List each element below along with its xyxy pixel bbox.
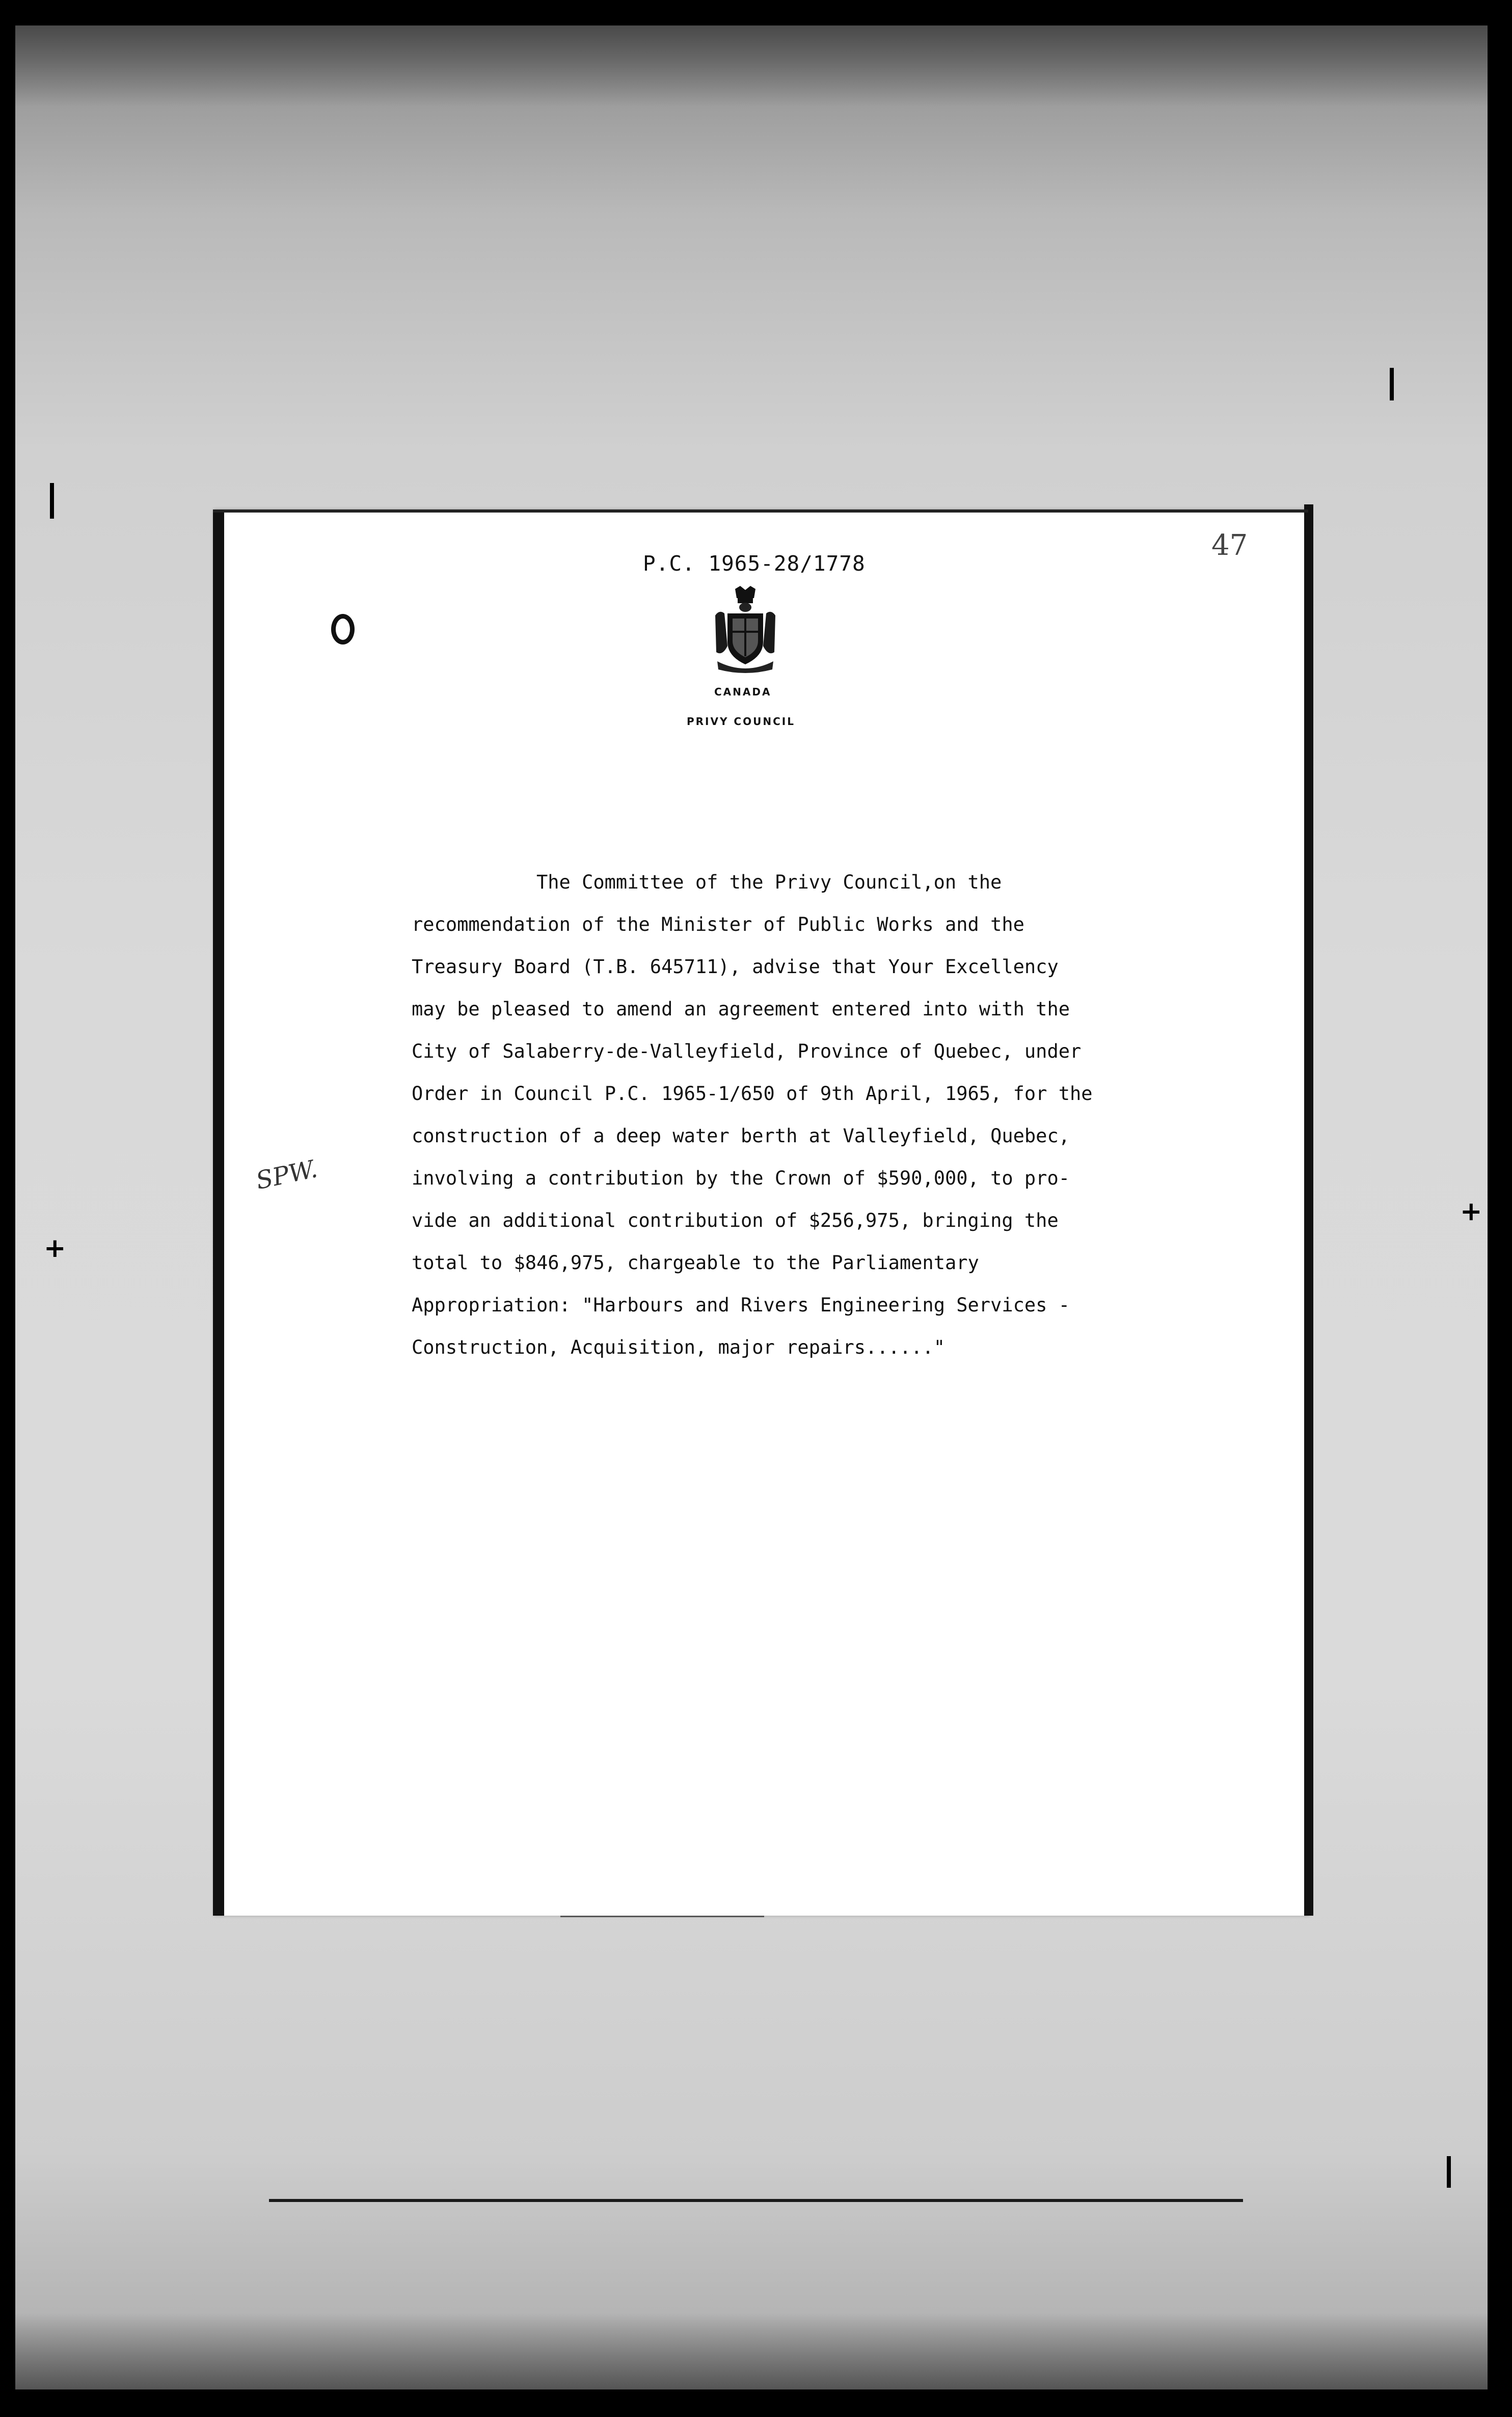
body-line: Treasury Board (T.B. 645711), advise that Your Excellency [412, 956, 1059, 978]
order-in-council-number: P.C. 1965-28/1778 [643, 551, 866, 576]
registration-mark-right [1390, 368, 1394, 400]
body-line: City of Salaberry-de-Valleyfield, Province of Quebec, under [412, 1040, 1082, 1062]
handwritten-margin-note: SPW. [253, 1154, 320, 1196]
body-line: may be pleased to amend an agreement entered into with the [412, 998, 1070, 1020]
registration-mark-left [50, 483, 54, 519]
office-label: PRIVY COUNCIL [687, 715, 795, 728]
film-top-shading [15, 25, 1488, 107]
corner-tick-bottom-right [1447, 2156, 1451, 2188]
film-bottom-shading [15, 2313, 1488, 2389]
crosshair-mark-left: + [44, 1233, 66, 1264]
coat-of-arms-icon [712, 585, 778, 674]
body-line: recommendation of the Minister of Public Works and the [412, 914, 1024, 935]
body-line: vide an additional contribution of $256,975, bringing the [412, 1210, 1059, 1231]
country-label: CANADA [714, 686, 772, 698]
body-line: Appropriation: "Harbours and Rivers Engineering Services - [412, 1294, 1070, 1316]
body-line: total to $846,975, chargeable to the Parliamentary [412, 1252, 979, 1274]
crosshair-mark-right: + [1460, 1196, 1482, 1227]
order-body-text [412, 861, 1206, 1368]
page-top-edge [213, 509, 1308, 513]
page-footer-rule [560, 1916, 764, 1917]
body-line: construction of a deep water berth at Valleyfield, Quebec, [412, 1125, 1070, 1147]
body-line: Order in Council P.C. 1965-1/650 of 9th April, 1965, for the [412, 1083, 1093, 1105]
page-right-edge [1304, 504, 1313, 1916]
body-line: Construction, Acquisition, major repairs......" [412, 1336, 945, 1358]
punch-hole-mark [331, 614, 355, 644]
page-number: 47 [1211, 529, 1248, 562]
body-line: involving a contribution by the Crown of $590,000, to pro- [412, 1167, 1070, 1189]
page-left-edge [213, 509, 224, 1916]
body-line: The Committee of the Privy Council,on the [536, 871, 1002, 893]
film-bottom-rule [269, 2199, 1243, 2202]
